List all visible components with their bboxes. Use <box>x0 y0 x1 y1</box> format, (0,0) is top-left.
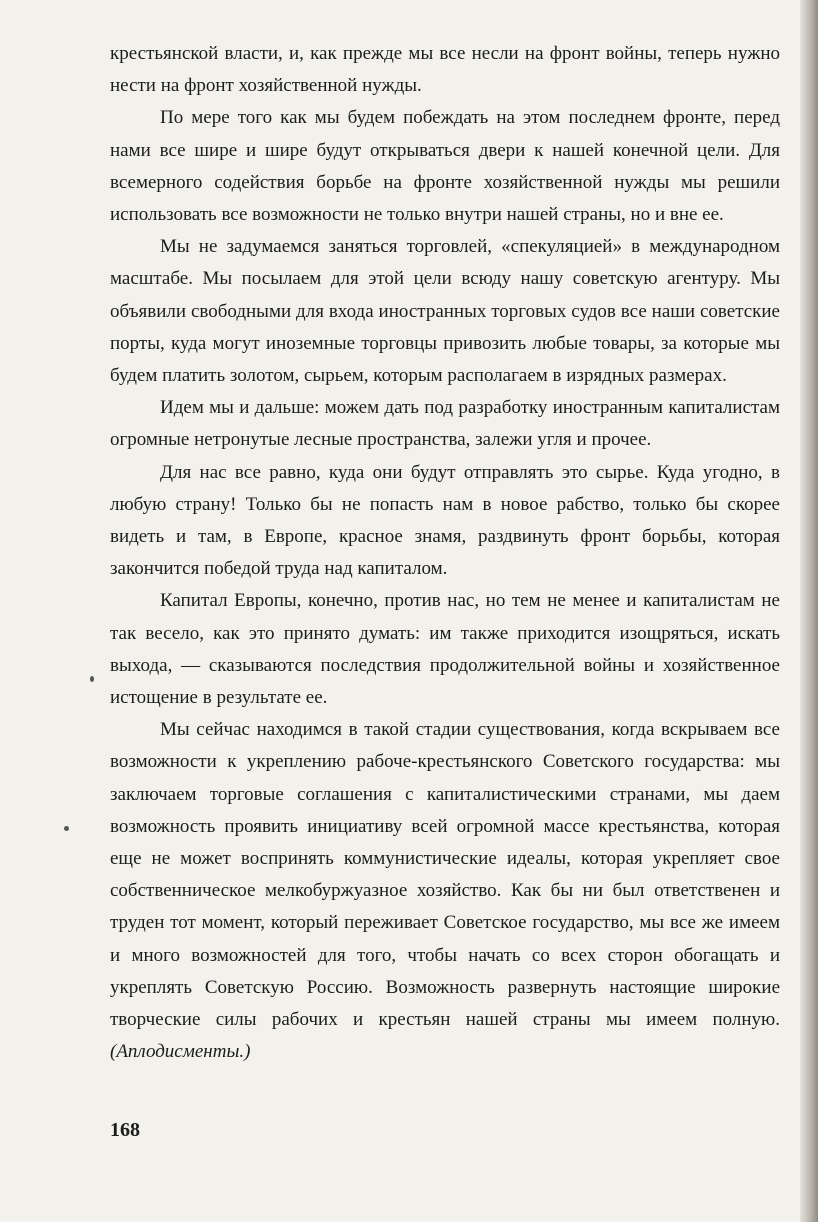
paragraph: По мере того как мы будем побеждать на этом последнем фронте, перед нами все шире и шире будут открываться двери к нашей конечной цели. Для всемерного содействия борьбе на фронте хозяйственной нужды мы решили использовать все возможности не только внутри нашей страны, но и вне ее. <box>110 107 780 226</box>
margin-dot <box>64 826 69 831</box>
paragraph: Капитал Европы, конечно, против нас, но тем не менее и капиталистам не так весело, как это принято думать: им также приходится изощряться, искать выхода, — сказываются последствия продолжительной войны и хозяйственное истощение в результате ее. <box>110 590 780 709</box>
paragraph-last <box>110 714 780 1068</box>
paragraph-text: Мы сейчас находимся в такой стадии существования, когда вскрываем все возможности к укреплению рабоче-крестьянского Советского государства: мы заключаем торговые соглашения с капиталистическими странами, мы даем возможность проявить инициативу всей огромной массе крестьянства, которая еще не может воспринять коммунистические идеалы, которая укрепляет свое собственническое мелкобуржуазное хозяйство. Как бы ни был ответственен и труден тот момент, который переживает Советское государство, мы все же имеем и много возможностей для того, чтобы начать со всех сторон обогащать и укреплять Советскую Россию. Возможность развернуть настоящие широкие творческие силы рабочих и крестьян нашей страны мы имеем полную. <box>110 719 780 1031</box>
paragraph: Для нас все равно, куда они будут отправлять это сырье. Куда угодно, в любую страну! Только бы не попасть нам в новое рабство, только бы скорее видеть и там, в Европе, красное знамя, раздвинуть фронт борьбы, которая закончится победой труда над капиталом. <box>110 461 780 580</box>
paragraph: Мы не задумаемся заняться торговлей, «спекуляцией» в международном масштабе. Мы посылаем для этой цели всюду нашу советскую агентуру. Мы объявили свободными для входа иностранных торговых судов все наши советские порты, куда могут иноземные торговцы привозить любые товары, за которые мы будем платить золотом, сырьем, которым располагаем в изрядных размерах. <box>110 236 780 387</box>
margin-speck <box>90 676 94 682</box>
paragraph: Идем мы и дальше: можем дать под разработку иностранным капиталистам огромные нетронутые лесные пространства, залежи угля и прочее. <box>110 397 780 451</box>
paragraph: крестьянской власти, и, как прежде мы все несли на фронт войны, теперь нужно нести на фронт хозяйственной нужды. <box>110 43 780 97</box>
page-text <box>110 38 780 1069</box>
page-number: 168 <box>110 1119 140 1141</box>
book-spine-shadow <box>800 0 818 1222</box>
applause-note: (Аплодисменты.) <box>110 1041 251 1063</box>
